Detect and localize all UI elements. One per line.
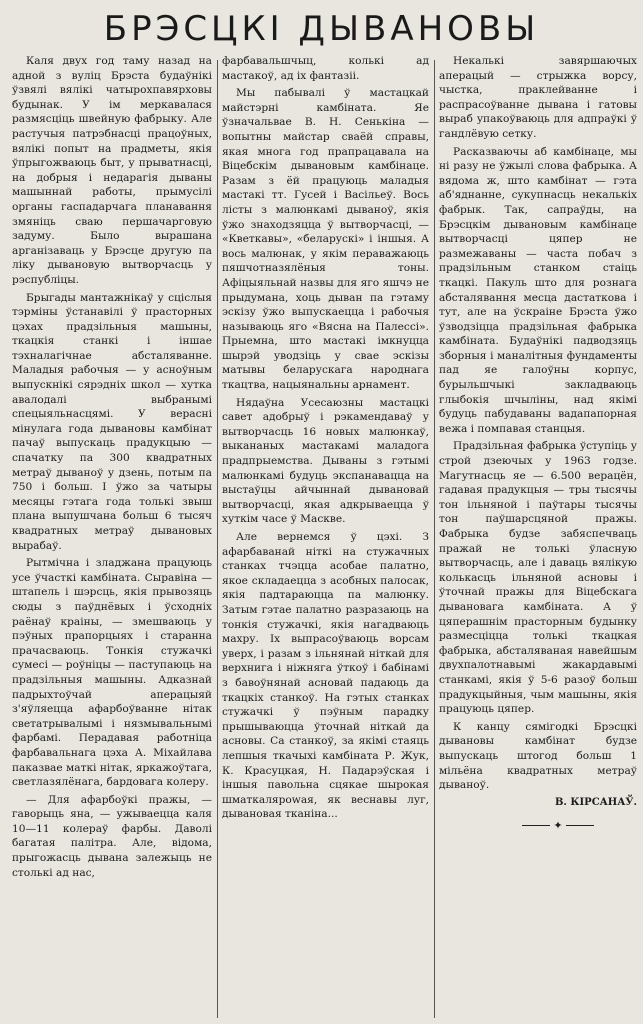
paragraph: Нядаўна Усесаюзны мастацкі савет адобрыў і рэкамендаваў у вытворчасць 16 новых малюнкаў, выкананых мастакамі маладога прадпрыемства. Дываны з гэтымі малюнкамі будуць экспанавацца на выстаўцы айчыннай дывановай вытворчасці, якая адкрываецца ў хуткім часе ў Маскве. — [222, 396, 429, 526]
ornament-line — [522, 825, 550, 826]
article-headline: БРЭСЦКІ ДЫВАНОВЫ — [103, 9, 540, 49]
column-divider — [217, 60, 218, 1018]
article-column-2 — [222, 54, 429, 1022]
paragraph: Рытмічна і зладжана працуюць усе ўчасткі камбіната. Сыравіна — штапель і шэрсць, якія прывозяць сюды з паўднёвых і ўсходніх раёнаў краіны, — змешваюць у пэўных прапорцыях і старанна прачасваюць. Тонкія стужачкі сумесі — роўніцы — паступаюць на прадзільныя машыны. Адказнай падрыхтоўчай аперацыяй з'яўляецца афарбоўванне нітак светатрывалымі і нязмывальнымі фарбамі. Перадавая работніца фарбавальнага цэха А. Міхайлава паказвае маткі нітак, яркажоўтага, светлазялёнага, бардовага колеру. — [12, 557, 212, 789]
column-divider — [434, 60, 435, 1018]
paragraph: К канцу сямігодкі Брэсцкі дывановы камбінат будзе выпускаць штогод больш 1 мільёна квадратных метраў дываноў. — [439, 720, 637, 792]
paragraph: Некалькі завяршаючых аперацый — стрыжка ворсу, чыстка, праклейванне і распрасоўванне дывана і гатовы выраб упакоўваюць для адпраўкі ў гандлёвую сетку. — [439, 55, 637, 140]
article-column-1 — [12, 54, 212, 1022]
paragraph: Расказваючы аб камбінаце, мы ні разу не ўжылі слова фабрыка. А вядома ж, што камбінат — гэта аб'яднанне, сукупнасць некалькіх фабрык. Так, сапраўды, на Брэсцкім дывановым камбінаце вытворчасці цяпер не размежаваны — часта побач з прадзільным станком стаіць ткацкі. Пакуль што для рознага абсталявання месца дастаткова і тут, але на ўскраіне Брэста ўжо ўзводзіцца прадзільная фабрыка камбіната. Будаўнікі падводзяць зборныя і маналітныя фундаменты пад яе галоўны корпус, бурыльшчыкі закладваюць глыбокія шчыліны, над якімі будуць пабудаваны вадапапорная вежа і помпавая станцыя. — [439, 145, 637, 435]
author-signature: В. КІРСАНАЎ. — [554, 796, 637, 808]
paragraph: Мы пабывалі ў мастацкай майстэрні камбіната. Яе ўзначальвае В. Н. Сенькіна — вопытны майстар сваёй справы, якая многа год прапрацавала на Віцебскім дывановым камбінаце. Разам з ёй працуюць маладыя мастакі тт. Гусей і Васільеў. Вось лісты з малюнкамі дываноў, якія ўжо знаходзяцца ў вытворчасці, — «Кветкавы», «беларускі» і іншыя. А вось малюнак, у якім пераважаюць пяшчотназялёныя тоны. Афіцыяльнай назвы для яго яшчэ не прыдумана, хоць дыван па гэтаму эскізу ўжо выпускаецца і рабочыя называюць яго «Вясна на Палессі». Прыемна, што мастакі імкнуцца шырэй уводзіць у свае эскізы матывы беларускага народнага ткацтва, нацыянальны арнамент. — [222, 87, 429, 392]
article-column-3 — [439, 54, 637, 1022]
ornament-line — [566, 825, 594, 826]
article-body — [12, 54, 637, 1022]
paragraph: Прадзільная фабрыка ўступіць у строй дзеючых у 1963 годзе. Магутнасць яе — 6.500 верацён, гадавая прадукцыя — тры тысячы тон ільняной і паўтары тысячы тон паўшарсцянoй пражы. Фабрыка будзе забяспечваць пражай не толькі ўласную вытворчасць, але і даваць вялікую колькасць ільняной асновы і ўточнай пражы для Віцебскага дывановага камбіната. А ў цяперашнім прасторным будынку размесціцца толькі ткацкая фабрыка, абсталяваная навейшым двухпалотнавымі жакардавымі станкамі, якія ў 5-6 разоў больш прадукцыйныя, чым машыны, якія працуюць цяпер. — [439, 440, 637, 716]
paragraph: Каля двух год таму назад на адной з вуліц Брэста будаўнікі ўзвялі вялікі чатырохпавярховы будынак. У ім меркавалася размясціць швейную фабрыку. Але растучыя патрэбнасці працоўных, вялікі попыт на прадметы, якія ўпрыгожваюць быт, у прыватнасці, на добрыя і недарагія дываны машыннай работы, прымусілі органы гаспадарчага планавання змяніць сваю першачарговую задуму. Было вырашана арганізаваць у Брэсце другую па ліку дывановую вытворчасць у рэспубліцы. — [12, 55, 212, 286]
paragraph: Брыгады мантажнікаў у сціслыя тэрміны ўстанавілі ў прасторных цэхах прадзільныя машыны, ткацкія станкі і іншае тэхналагічнае абсталяванне. Маладыя рабочыя — у асноўным выпускнікі сярэдніх школ — хутка авалодалі выбранымі спецыяльнасцямі. У верасні мінулага года дывановы камбінат пачаў выпускаць прадукцыю — спачатку па 300 квадратных метраў дываноў у дзень, потым па 750 і больш. І ўжо за чатыры месяцы гэтага года толькі звыш плана выпушчана больш 6 тысяч квадратных метраў дывановых вырабаў. — [12, 291, 212, 552]
star-icon: ✦ — [553, 819, 563, 833]
paragraph-continuation: фарбавальшчыц, колькі ад мастакоў, ад іх фантазіі. — [222, 55, 429, 82]
end-ornament — [439, 820, 637, 831]
paragraph: Але вернемся ў цэхі. З афарбаванай ніткі на стужачных станках тчэцца асобае палатно, якое складаецца з асобных палосак, якія падтараюцца па малюнку. Затым гэтае палатно разразаюць на тонкія стужачкі, якія нагадваюць махру. Іх выпрасоўваюць ворсам уверх, і разам з ільнянай ніткай для верхнига і ніжняга ўткоў і бабінамі з бавоўнянай асновай падаюць да ткацкіх станкоў. На гэтых станках стужачкі ў пэўным парадку прышываюцца ўточнай ніткай да асновы. Са станкоў, за якімі стаяць лепшыя ткачыхі камбіната Р. Жук, К. Красуцкая, Н. Падарэўская і іншыя павольна сцякае шырокая шматкалярowая, як веснавы луг, дывановая тканіна... — [222, 531, 429, 821]
paragraph: — Для афарбоўкі пражы, — гаворыць яна, — ужываецца каля 10—11 колераў фарбы. Даволі багатая палітра. Але, відома, прыгожасць дывана залежыць не столькі ад нас, — [12, 793, 212, 879]
